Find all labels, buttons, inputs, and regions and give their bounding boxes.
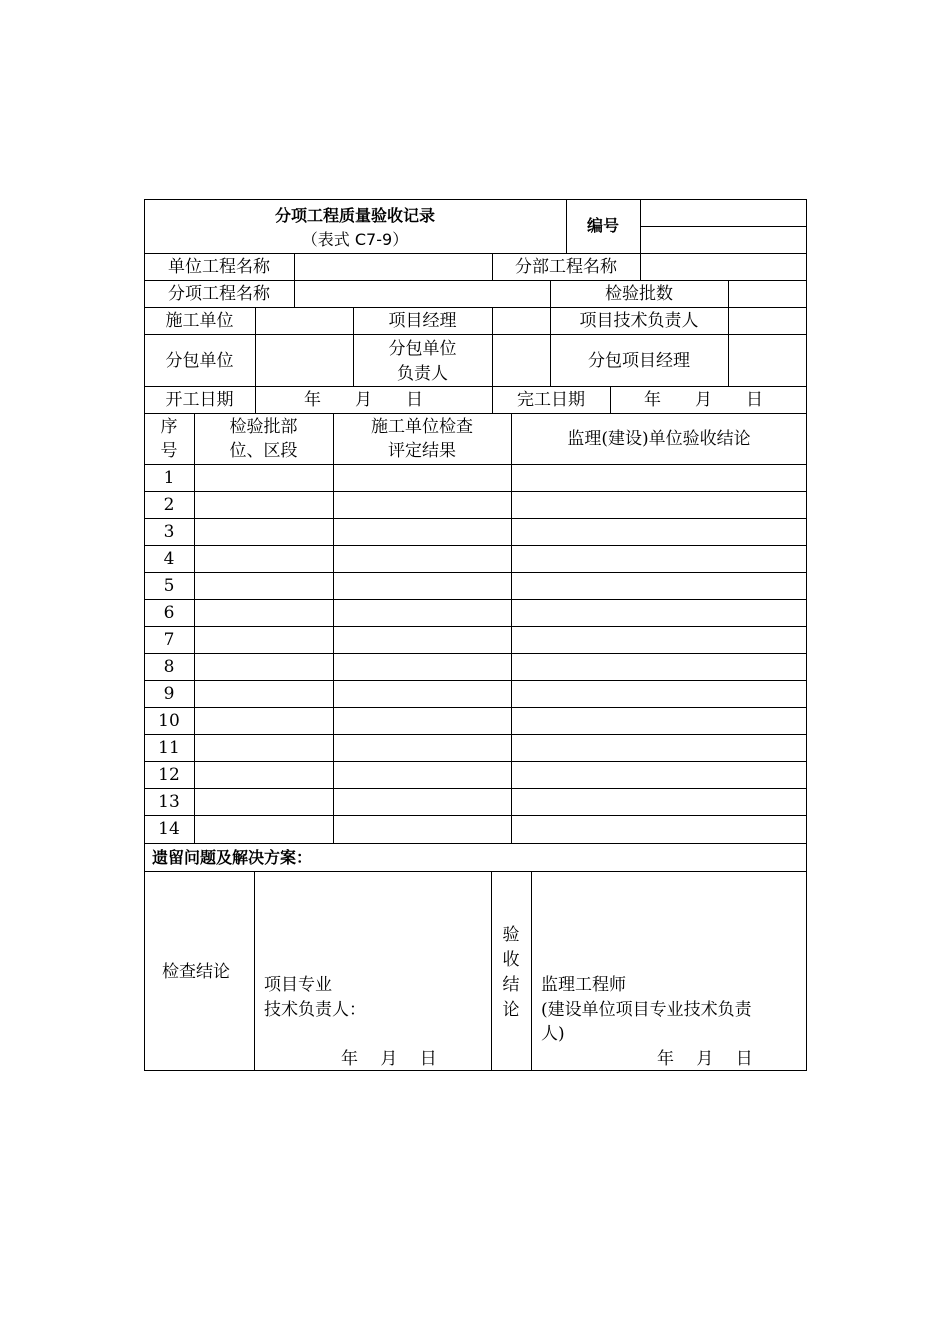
row-eval-cell[interactable] xyxy=(334,709,511,735)
sub-project-label: 分部工程名称 xyxy=(515,257,617,277)
row-seq-number: 14 xyxy=(158,819,180,839)
row-supervision-cell[interactable] xyxy=(512,709,807,735)
row-seq-number: 1 xyxy=(163,468,175,488)
row-seq-number: 10 xyxy=(158,711,180,731)
row-supervision-cell[interactable] xyxy=(512,466,807,492)
row-supervision-cell[interactable] xyxy=(512,547,807,573)
start-date-field[interactable]: 年 月 日 xyxy=(304,390,423,410)
row-part-cell[interactable] xyxy=(195,547,333,573)
start-date-label: 开工日期 xyxy=(165,390,234,410)
sub-lead-label-line2: 负责人 xyxy=(397,364,448,384)
row-part-cell[interactable] xyxy=(195,682,333,708)
row-seq-number: 3 xyxy=(163,522,175,542)
unit-project-label: 单位工程名称 xyxy=(168,257,270,277)
row-part-cell[interactable] xyxy=(195,628,333,654)
row-eval-cell[interactable] xyxy=(334,493,511,519)
col-seq-header-line1: 序 xyxy=(160,417,178,437)
supervisor-line1: 监理工程师 xyxy=(541,975,626,995)
col-part-header-line2: 位、区段 xyxy=(229,441,298,461)
row-eval-cell[interactable] xyxy=(334,790,511,816)
col-eval-header-line2: 评定结果 xyxy=(388,441,456,461)
row-eval-cell[interactable] xyxy=(334,520,511,546)
row-eval-cell[interactable] xyxy=(334,655,511,681)
row-eval-cell[interactable] xyxy=(334,628,511,654)
row-supervision-cell[interactable] xyxy=(512,736,807,762)
remaining-issues-label: 遗留问题及解决方案： xyxy=(152,848,313,867)
row-part-cell[interactable] xyxy=(195,520,333,546)
supervisor-line3: 人) xyxy=(541,1024,565,1044)
row-seq-number: 8 xyxy=(163,657,175,677)
row-eval-cell[interactable] xyxy=(334,466,511,492)
item-project-label: 分项工程名称 xyxy=(168,284,270,304)
form-title: 分项工程质量验收记录 xyxy=(274,206,435,225)
row-part-cell[interactable] xyxy=(195,493,333,519)
pm-label: 项目经理 xyxy=(388,311,457,331)
subcontractor-label: 分包单位 xyxy=(165,351,234,371)
row-part-cell[interactable] xyxy=(195,790,333,816)
row-seq-number: 2 xyxy=(163,495,175,515)
row-part-cell[interactable] xyxy=(195,736,333,762)
row-part-cell[interactable] xyxy=(195,466,333,492)
tech-lead-label: 项目技术负责人 xyxy=(579,311,699,331)
row-eval-cell[interactable] xyxy=(334,817,511,843)
row-eval-cell[interactable] xyxy=(334,601,511,627)
row-supervision-cell[interactable] xyxy=(512,628,807,654)
row-seq-number: 7 xyxy=(163,630,175,650)
code-field-2[interactable] xyxy=(641,227,806,253)
row-part-cell[interactable] xyxy=(195,817,333,843)
row-seq-number: 5 xyxy=(163,576,175,596)
project-tech-lead-line1: 项目专业 xyxy=(264,975,332,995)
row-eval-cell[interactable] xyxy=(334,682,511,708)
col-eval-header-line1: 施工单位检查 xyxy=(371,417,473,437)
row-seq-number: 11 xyxy=(158,738,180,758)
row-seq-number: 12 xyxy=(158,765,180,785)
col-part-header-line1: 检验批部 xyxy=(229,417,298,437)
row-seq-number: 9 xyxy=(163,684,175,704)
row-part-cell[interactable] xyxy=(195,709,333,735)
row-seq-number: 4 xyxy=(163,549,175,569)
code-field-1[interactable] xyxy=(641,200,806,226)
supervisor-line2: (建设单位项目专业技术负责 xyxy=(541,1000,752,1020)
col-supervision-header: 监理(建设)单位验收结论 xyxy=(567,429,751,449)
row-part-cell[interactable] xyxy=(195,601,333,627)
row-supervision-cell[interactable] xyxy=(512,682,807,708)
contractor-label: 施工单位 xyxy=(165,311,234,331)
inspection-conclusion-label: 检查结论 xyxy=(162,962,230,982)
row-supervision-cell[interactable] xyxy=(512,574,807,600)
row-supervision-cell[interactable] xyxy=(512,655,807,681)
row-supervision-cell[interactable] xyxy=(512,790,807,816)
sub-pm-label: 分包项目经理 xyxy=(588,351,690,371)
acceptance-conclusion-label: 验收结论 xyxy=(502,925,520,1020)
row-eval-cell[interactable] xyxy=(334,763,511,789)
right-signature-date[interactable]: 年 月 日 xyxy=(657,1049,753,1069)
row-eval-cell[interactable] xyxy=(334,736,511,762)
row-supervision-cell[interactable] xyxy=(512,817,807,843)
row-seq-number: 13 xyxy=(158,792,180,812)
row-supervision-cell[interactable] xyxy=(512,601,807,627)
quality-acceptance-form xyxy=(144,199,807,1071)
batch-count-label: 检验批数 xyxy=(605,284,673,304)
form-subtitle: （表式 C7-9） xyxy=(301,230,409,249)
end-date-label: 完工日期 xyxy=(517,390,585,410)
row-eval-cell[interactable] xyxy=(334,574,511,600)
row-part-cell[interactable] xyxy=(195,655,333,681)
row-supervision-cell[interactable] xyxy=(512,763,807,789)
left-signature-date[interactable]: 年 月 日 xyxy=(341,1049,437,1069)
project-tech-lead-line2: 技术负责人： xyxy=(264,1000,366,1020)
end-date-field[interactable]: 年 月 日 xyxy=(644,390,763,410)
row-supervision-cell[interactable] xyxy=(512,493,807,519)
sub-lead-label-line1: 分包单位 xyxy=(388,339,457,359)
row-part-cell[interactable] xyxy=(195,574,333,600)
row-part-cell[interactable] xyxy=(195,763,333,789)
row-supervision-cell[interactable] xyxy=(512,520,807,546)
row-eval-cell[interactable] xyxy=(334,547,511,573)
col-seq-header-line2: 号 xyxy=(160,441,178,461)
row-seq-number: 6 xyxy=(163,603,175,623)
code-label: 编号 xyxy=(586,216,619,235)
